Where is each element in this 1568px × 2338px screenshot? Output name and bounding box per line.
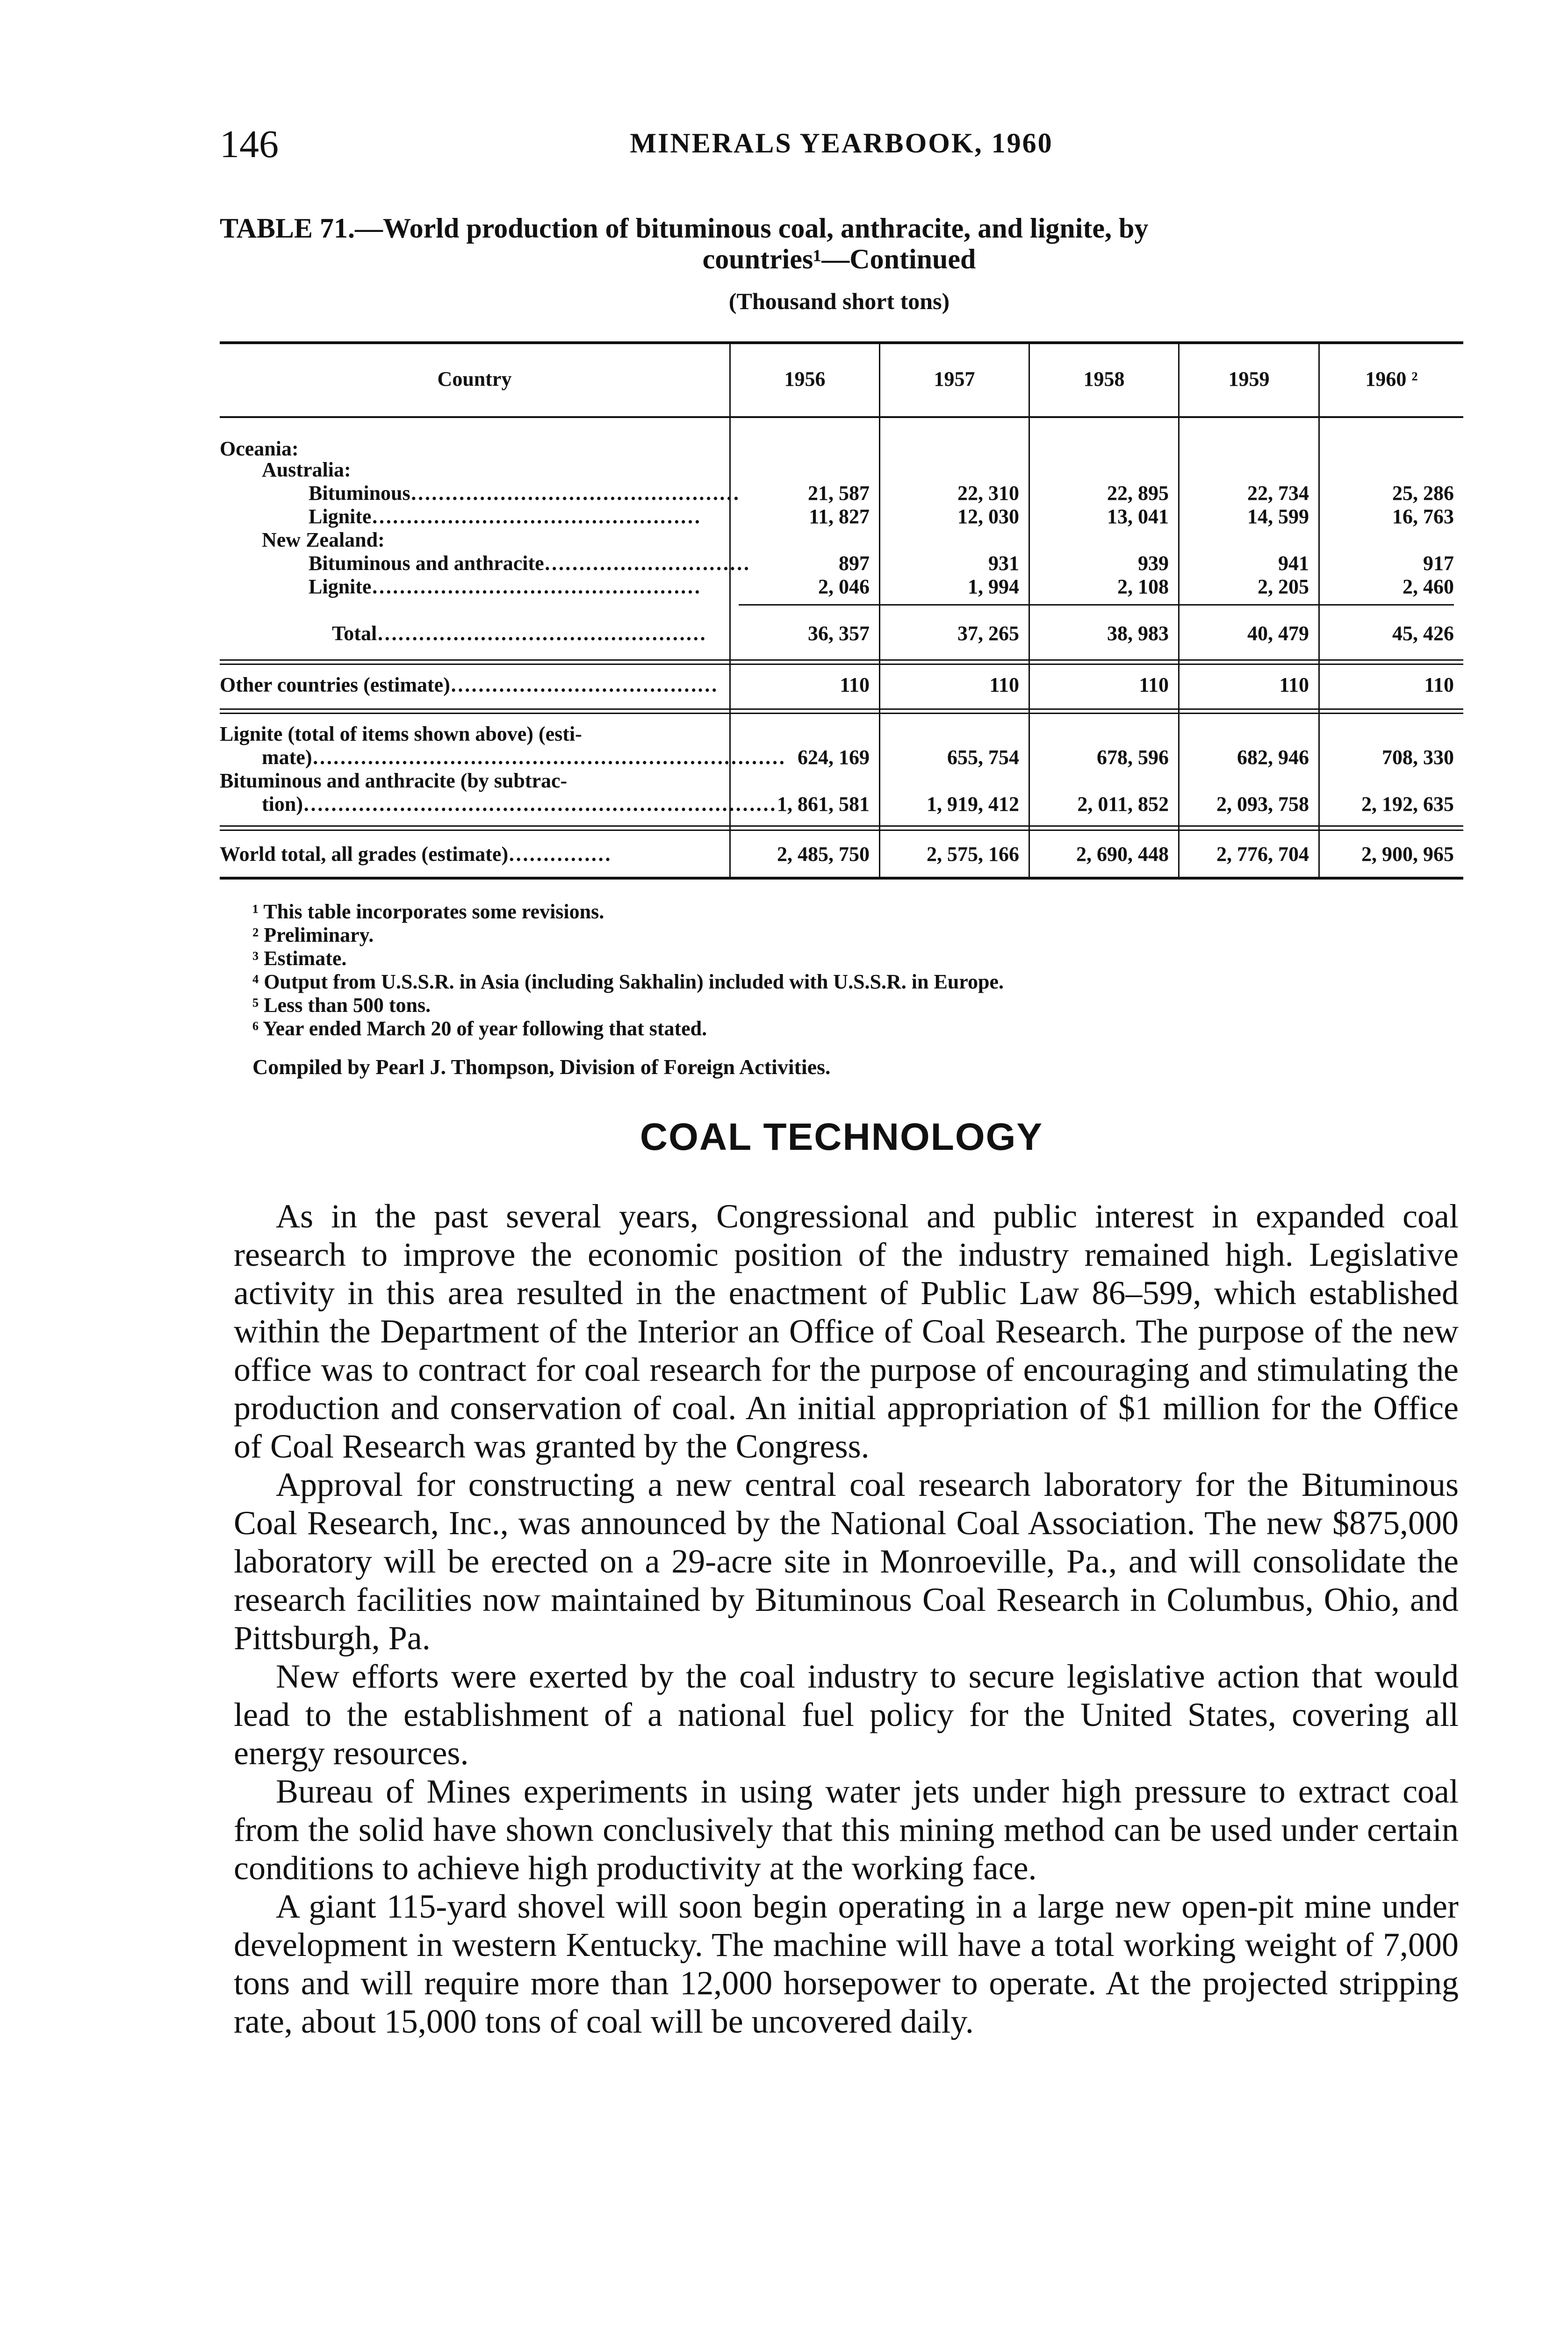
column-divider xyxy=(1029,341,1030,880)
row-label: Oceania: xyxy=(220,437,299,460)
cell-value: 2, 205 xyxy=(1258,575,1309,598)
subtotal-rule xyxy=(739,604,1454,606)
table-caption-line-2: countries¹—Continued xyxy=(702,244,976,274)
paragraph: A giant 115-yard shovel will soon begin operating in a large new open-pit mine under development in western Kentucky. The machine will have a total working weight of 7,000 tons and will require more than 12,000 horsepower to operate. At the projected stripping rate, about 15,000 tons of coal will be uncovered daily. xyxy=(234,1888,1459,2040)
cell-value: 2, 093, 758 xyxy=(1216,793,1309,815)
column-divider xyxy=(1178,341,1180,880)
cell-value: 2, 011, 852 xyxy=(1077,793,1169,815)
body-text xyxy=(234,1197,1459,2041)
cell-value: 2, 776, 704 xyxy=(1216,843,1309,866)
cell-value: 2, 108 xyxy=(1117,575,1169,598)
cell-value: 45, 426 xyxy=(1392,622,1454,645)
cell-value: 110 xyxy=(1279,673,1309,696)
table-credit: Compiled by Pearl J. Thompson, Division of Foreign Activities. xyxy=(252,1055,831,1079)
cell-value: 110 xyxy=(840,673,870,696)
cell-value: 22, 310 xyxy=(957,482,1019,505)
row-label: World total, all grades (estimate)…………… xyxy=(220,843,611,866)
table-unit: (Thousand short tons) xyxy=(728,288,950,314)
page-number: 146 xyxy=(220,123,279,166)
table-rule-top xyxy=(220,341,1463,344)
row-label: Other countries (estimate)………………………………… xyxy=(220,673,718,696)
cell-value: 110 xyxy=(989,673,1019,696)
footnote: ³ Estimate. xyxy=(252,947,347,970)
row-label: tion)…………………………………………………………… xyxy=(262,793,776,815)
cell-value: 1, 994 xyxy=(968,575,1019,598)
section-rule xyxy=(220,708,1463,714)
cell-value: 917 xyxy=(1423,552,1454,575)
cell-value: 708, 330 xyxy=(1382,746,1454,769)
column-divider xyxy=(879,341,880,880)
cell-value: 22, 734 xyxy=(1247,482,1309,505)
cell-value: 14, 599 xyxy=(1247,505,1309,528)
column-divider xyxy=(1318,341,1320,880)
running-title: MINERALS YEARBOOK, 1960 xyxy=(630,128,1053,159)
table-caption xyxy=(220,213,1459,274)
cell-value: 36, 357 xyxy=(808,622,870,645)
table-footnotes xyxy=(252,900,1421,1040)
row-label: Australia: xyxy=(262,458,351,481)
section-rule xyxy=(220,659,1463,665)
column-header-1958: 1958 xyxy=(1083,368,1125,390)
column-header-1960: 1960 ² xyxy=(1365,368,1418,390)
cell-value: 941 xyxy=(1278,552,1309,575)
row-label: Lignite (total of items shown above) (esti- xyxy=(220,722,582,745)
section-title: COAL TECHNOLOGY xyxy=(640,1116,1043,1158)
paragraph: Bureau of Mines experiments in using water jets under high pressure to extract coal from the solid have shown conclusively that this mining method can be used under certain conditions to achieve high productivity at the working face. xyxy=(234,1773,1459,1887)
cell-value: 110 xyxy=(1424,673,1454,696)
column-header-1959: 1959 xyxy=(1228,368,1270,390)
cell-value: 38, 983 xyxy=(1107,622,1169,645)
running-head xyxy=(220,122,1463,173)
table-caption-line-1: TABLE 71.—World production of bituminous coal, anthracite, and lignite, by xyxy=(220,213,1149,244)
cell-value: 2, 690, 448 xyxy=(1076,843,1169,866)
paragraph: New efforts were exerted by the coal industry to secure legislative action that would lead to the establishment of a national fuel policy for the United States, covering all energy resources. xyxy=(234,1658,1459,1772)
footnote: ⁴ Output from U.S.S.R. in Asia (including Sakhalin) included with U.S.S.R. in Europe. xyxy=(252,970,1004,993)
row-label: Bituminous………………………………………… xyxy=(309,482,740,505)
cell-value: 931 xyxy=(988,552,1019,575)
cell-value: 11, 827 xyxy=(809,505,870,528)
cell-value: 2, 046 xyxy=(818,575,870,598)
cell-value: 678, 596 xyxy=(1097,746,1169,769)
cell-value: 2, 460 xyxy=(1403,575,1454,598)
cell-value: 682, 946 xyxy=(1237,746,1309,769)
row-label: New Zealand: xyxy=(262,528,385,551)
row-label: Lignite………………………………………… xyxy=(309,575,701,598)
row-label: Lignite………………………………………… xyxy=(309,505,701,528)
footnote: ⁶ Year ended March 20 of year following that stated. xyxy=(252,1017,707,1040)
cell-value: 624, 169 xyxy=(798,746,870,769)
footnote: ² Preliminary. xyxy=(252,924,374,946)
cell-value: 655, 754 xyxy=(947,746,1019,769)
row-label: Bituminous and anthracite………………………… xyxy=(309,552,750,575)
cell-value: 110 xyxy=(1139,673,1169,696)
cell-value: 897 xyxy=(839,552,870,575)
cell-value: 40, 479 xyxy=(1247,622,1309,645)
cell-value: 2, 192, 635 xyxy=(1361,793,1454,815)
row-label: Bituminous and anthracite (by subtrac- xyxy=(220,769,568,792)
table-rule-head xyxy=(220,416,1463,418)
cell-value: 2, 575, 166 xyxy=(927,843,1019,866)
cell-value: 13, 041 xyxy=(1107,505,1169,528)
cell-value: 1, 861, 581 xyxy=(777,793,870,815)
paragraph: As in the past several years, Congressional and public interest in expanded coal research to improve the economic position of the industry remained high. Legislative activity in this area resulted in the enactment of Public Law 86–599, which established within the Department of the Interior an Office of Coal Research. The purpose of the new office was to contract for coal research for the purpose of encouraging and stimulating the production and conservation of coal. An initial appropriation of $1 million for the Office of Coal Research was granted by the Congress. xyxy=(234,1198,1459,1465)
cell-value: 16, 763 xyxy=(1392,505,1454,528)
cell-value: 2, 485, 750 xyxy=(777,843,870,866)
column-header-country: Country xyxy=(437,368,512,390)
row-label: mate)…………………………………………………………… xyxy=(262,746,785,769)
cell-value: 939 xyxy=(1138,552,1169,575)
paragraph: Approval for constructing a new central coal research laboratory for the Bituminous Coal Research, Inc., was announced by the National Coal Association. The new $875,000 laboratory will be erected on a 29-acre site in Monroeville, Pa., and will consolidate the research facilities now maintained by Bituminous Coal Research in Columbus, Ohio, and Pittsburgh, Pa. xyxy=(234,1466,1459,1657)
cell-value: 21, 587 xyxy=(808,482,870,505)
cell-value: 1, 919, 412 xyxy=(927,793,1019,815)
table-rule-bottom xyxy=(220,877,1463,880)
footnote: ¹ This table incorporates some revisions. xyxy=(252,900,604,923)
cell-value: 37, 265 xyxy=(957,622,1019,645)
footnote: ⁵ Less than 500 tons. xyxy=(252,994,431,1017)
cell-value: 22, 895 xyxy=(1107,482,1169,505)
cell-value: 2, 900, 965 xyxy=(1361,843,1454,866)
row-label: Total………………………………………… xyxy=(332,622,706,645)
cell-value: 25, 286 xyxy=(1392,482,1454,505)
column-header-1956: 1956 xyxy=(784,368,826,390)
section-rule xyxy=(220,825,1463,831)
cell-value: 12, 030 xyxy=(957,505,1019,528)
column-header-1957: 1957 xyxy=(934,368,975,390)
